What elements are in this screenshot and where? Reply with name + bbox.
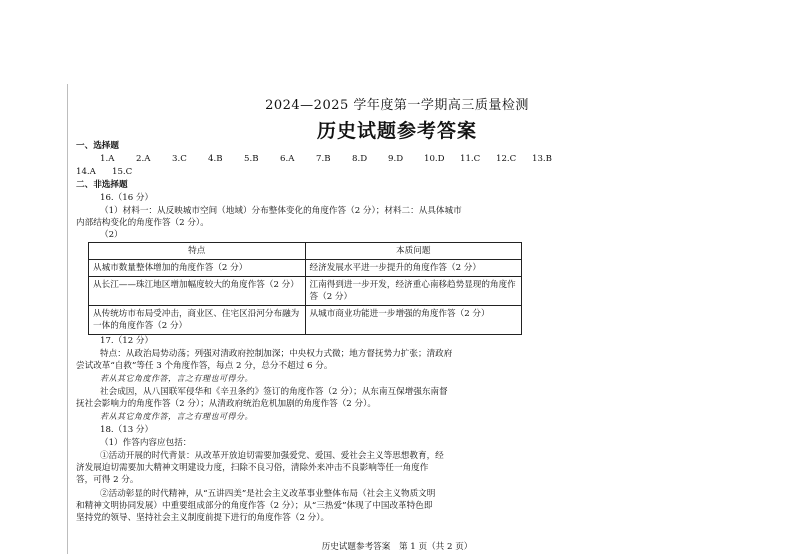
answer-item: 9.D [388, 154, 404, 164]
q18-p1-line1: ①活动开展的时代背景：从改革开放迫切需要加强爱党、爱国、爱社会主义等思想教育，经 [100, 451, 444, 461]
q17-line2: 尝试改革“自救”等任 3 个角度作答，每点 2 分，总分不超过 6 分。 [76, 361, 333, 371]
q18-p2-line2: 和精神文明协同发展）中重要组成部分的角度作答（2 分）；从“三热爱”体现了中国改革特色即 [76, 501, 433, 511]
table-row [89, 306, 522, 335]
table-cell: 从城市商业功能进一步增强的角度作答（2 分） [305, 306, 522, 335]
q18-intro: （1）作答内容应包括： [100, 438, 192, 448]
answer-item: 6.A [280, 154, 295, 164]
answer-item: 7.B [316, 154, 331, 164]
answer-item: 4.B [208, 154, 223, 164]
q18-p1-line2: 济发展迫切需要加大精神文明建设力度，扫除不良习俗，清除外来冲击不良影响等任一角度作 [76, 463, 429, 473]
q18-p2-line1: ②活动彰显的时代精神，从“五讲四美”是社会主义改革事业整体布局（社会主义物质文明 [100, 489, 436, 499]
q18-p1-line3: 答，可得 2 分。 [76, 475, 139, 485]
q16-label: 16.（16 分） [100, 193, 154, 203]
answer-key-title: 历史试题参考答案 [316, 120, 477, 142]
answers-row-2 [76, 166, 148, 178]
answer-item: 5.B [244, 154, 259, 164]
answer-item: 3.C [172, 154, 187, 164]
binding-margin-line [67, 84, 68, 554]
q17-line1: 特点：从政治局势动荡；列强对清政府控制加深；中央权力式微；地方督抚势力扩张；清政府 [100, 349, 453, 359]
q18-p2-line3: 坚持党的领导、坚持社会主义制度前提下进行的角度作答（2 分）。 [76, 513, 330, 523]
q17-label: 17.（12 分） [100, 336, 154, 346]
table-cell: 从传统坊市布局受冲击，商业区、住宅区沿河分布融为一体的角度作答（2 分） [89, 306, 306, 335]
section1-heading: 一、选择题 [76, 141, 119, 151]
table-header-row [89, 243, 522, 260]
answer-item: 8.D [352, 154, 368, 164]
q16-part1-line1: （1）材料一：从反映城市空间（地域）分布整体变化的角度作答（2 分）；材料二：从具体城市 [100, 206, 462, 216]
table-row [89, 277, 522, 306]
table-cell: 江南得到进一步开发，经济重心南移趋势显现的角度作答（2 分） [305, 277, 522, 306]
table-cell: 从城市数量整体增加的角度作答（2 分） [89, 260, 306, 277]
table-header-feature: 特点 [89, 243, 306, 260]
table-row [89, 260, 522, 277]
answers-row-1 [100, 153, 568, 165]
answer-item: 2.A [136, 154, 151, 164]
page-footer: 历史试题参考答案 第 1 页（共 2 页） [321, 542, 473, 552]
table-cell: 经济发展水平进一步提升的角度作答（2 分） [305, 260, 522, 277]
answer-item: 14.A [76, 167, 96, 177]
q16-answer-table [88, 242, 522, 335]
q17-line4: 抚社会影响力的角度作答（2 分）；从清政府统治危机加剧的角度作答（2 分）。 [76, 399, 376, 409]
table-cell: 从长江——珠江地区增加幅度较大的角度作答（2 分） [89, 277, 306, 306]
answer-item: 10.D [424, 154, 445, 164]
q16-part1-line2: 内部结构变化的角度作答（2 分）。 [76, 218, 209, 228]
answer-item: 11.C [460, 154, 481, 164]
table-header-essence: 本质问题 [305, 243, 522, 260]
q18-label: 18.（13 分） [100, 425, 154, 435]
q17-note2: 若从其它角度作答，言之有理也可得分。 [100, 412, 253, 421]
section2-heading: 二、非选择题 [76, 180, 128, 190]
answer-item: 1.A [100, 154, 115, 164]
q17-line3: 社会成因，从八国联军侵华和《辛丑条约》签订的角度作答（2 分）；从东南互保增强东南督 [100, 387, 448, 397]
answer-item: 12.C [496, 154, 517, 164]
q17-note1: 若从其它角度作答，言之有理也可得分。 [100, 374, 253, 383]
exam-title: 2024—2025 学年度第一学期高三质量检测 [265, 98, 529, 113]
answer-item: 13.B [532, 154, 552, 164]
answer-item: 15.C [112, 167, 133, 177]
q16-part2-label: （2） [100, 230, 123, 240]
